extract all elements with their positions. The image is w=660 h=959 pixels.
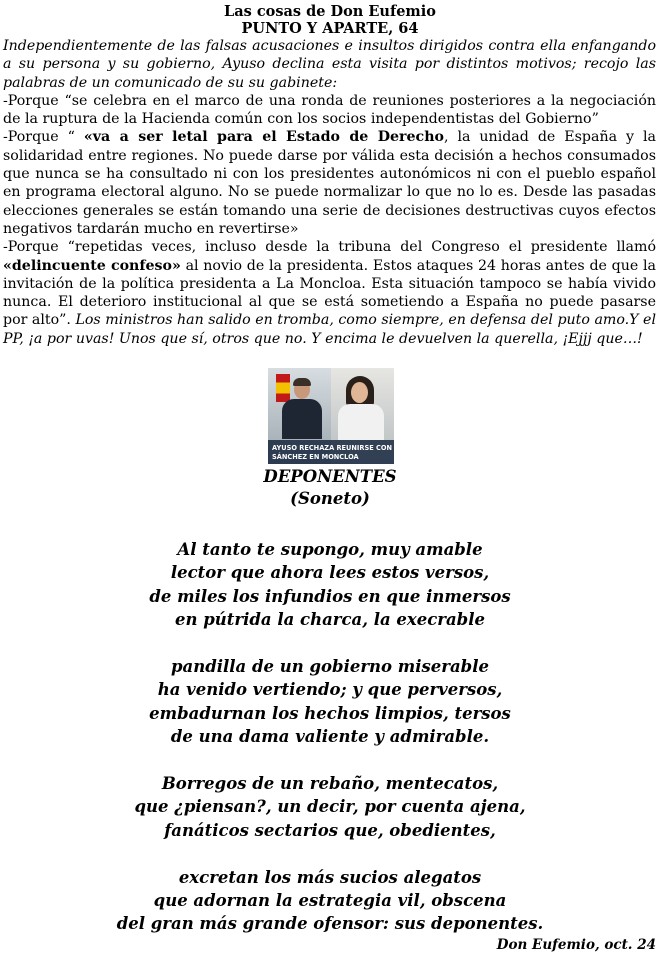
woman-figure (338, 404, 384, 440)
verse: en pútrida la charca, la execrable (175, 610, 485, 630)
reason-3-bold: «delincuente confeso» (3, 257, 181, 274)
signature: Don Eufemio, oct. 24 (496, 937, 656, 953)
issue-title: PUNTO Y APARTE, 64 (241, 20, 419, 37)
verse: embadurnan los hechos limpios, tersos (149, 703, 511, 723)
verse: lector que ahora lees estos versos, (170, 563, 490, 583)
verse: que ¿piensan?, un decir, por cuenta ajena, (134, 797, 526, 817)
verse: ha venido vertiendo; y que perversos, (157, 680, 503, 700)
poem-title: DEPONENTES (263, 467, 397, 486)
verse: excretan los más sucios alegatos (178, 867, 482, 887)
spain-flag-icon (276, 374, 290, 402)
intro-paragraph: Independientemente de las falsas acusaciones e insultos dirigidos contra ella enfangando a su persona y su gobierno, Ayuso declina esta visita por distintos motivos; recojo las palabras de un comunicado de su su gabinete: (3, 38, 656, 91)
photo-caption-line-1: AYUSO RECHAZA REUNIRSE CON (272, 444, 392, 452)
reason-2 (3, 128, 656, 238)
reason-2-lead: -Porque “ (3, 129, 84, 146)
poem-subtitle: (Soneto) (290, 489, 370, 508)
verse: del gran más grande ofensor: sus deponentes. (116, 914, 544, 934)
stanza-4 (0, 866, 660, 936)
verse: pandilla de un gobierno miserable (170, 657, 489, 677)
series-title: Las cosas de Don Eufemio (224, 3, 436, 20)
verse: fanáticos sectarios que, obedientes, (164, 820, 496, 840)
poem-body (0, 538, 660, 936)
stanza-3 (0, 772, 660, 842)
stanza-1 (0, 538, 660, 632)
reason-3 (3, 238, 656, 348)
reason-2-rest: , la unidad de España y la solidaridad entre regiones. No puede darse por válida esta decisión a hechos consumados que nunca se ha consultado ni con los presidentes autonómicos ni con el pueblo español en programa electoral alguno. No se puede normalizar lo que no lo es. Desde las pasadas elecciones generales se están tomando una serie de decisiones destructivas cuyos efectos negativos tardarán mucho en revertirse» (3, 129, 656, 237)
woman-head (351, 382, 368, 403)
verse: de miles los infundios en que inmersos (149, 586, 511, 606)
verse: de una dama valiente y admirable. (170, 727, 490, 747)
article-body (3, 37, 656, 348)
reason-3-rest: al novio de la presidenta. Estos ataques 24 horas antes de que la invitación de la política presidenta a La Moncloa. Esta situación tampoco se había vivido nunca. El deterioro institucional al que se está sometiendo a España no puede pasarse por alto”. (3, 257, 656, 329)
reason-3-lead: -Porque “repetidas veces, incluso desde la tribuna del Congreso el presidente llamó (3, 239, 656, 256)
header (0, 0, 660, 37)
photo-caption-line-2: SÁNCHEZ EN MONCLOA (272, 453, 359, 461)
news-photo (268, 368, 394, 464)
verse: Borregos de un rebaño, mentecatos, (161, 774, 499, 794)
reason-3-comment: Los ministros han salido en tromba, como siempre, en defensa del puto amo.Y el PP, ¡a por uvas! Unos que sí, otros que no. Y encima le devuelven la querella, ¡Ejjj que…! (3, 312, 656, 347)
stanza-2 (0, 655, 660, 749)
man-figure (282, 399, 322, 439)
man-hair (293, 378, 311, 386)
reason-1: -Porque “se celebra en el marco de una ronda de reuniones posteriores a la negociación de la ruptura de la Hacienda común con los socios independentistas del Gobierno” (3, 92, 656, 128)
verse: Al tanto te supongo, muy amable (177, 540, 483, 559)
reason-2-bold: «va a ser letal para el Estado de Derecho (83, 129, 444, 146)
verse: que adornan la estrategia vil, obscena (153, 891, 507, 911)
